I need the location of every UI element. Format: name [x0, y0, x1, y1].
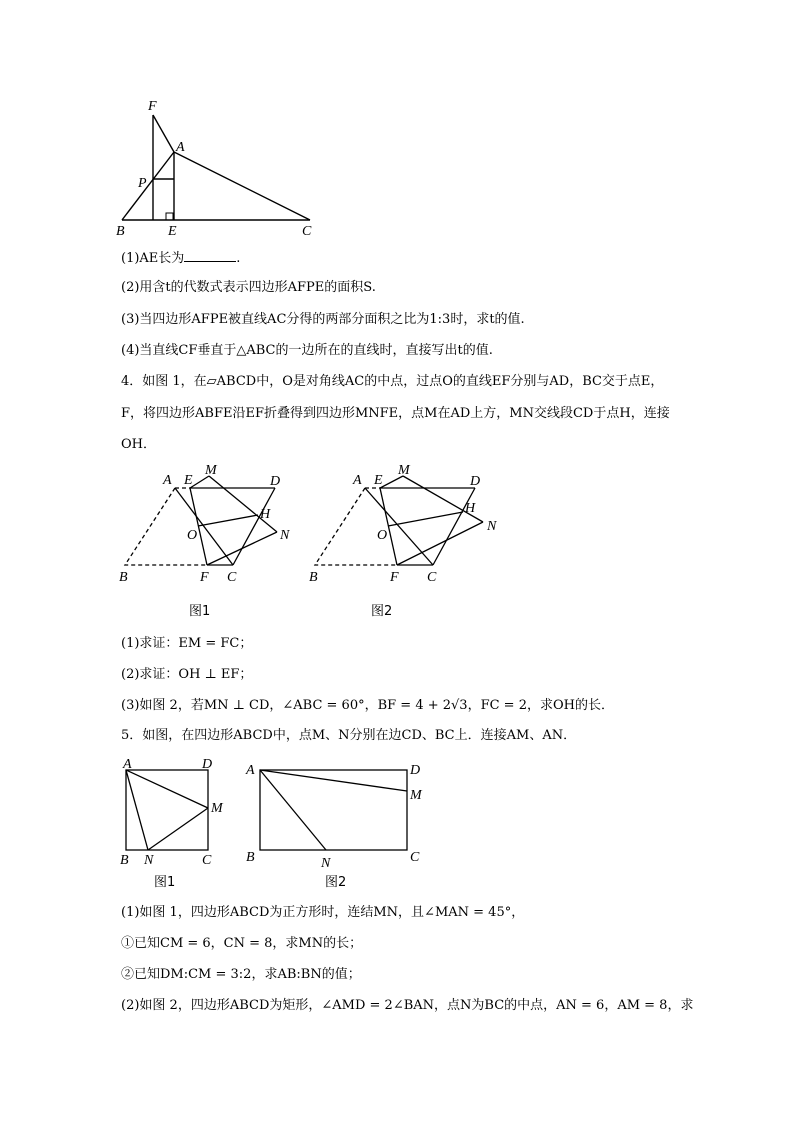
label-c: C [302, 224, 312, 239]
q3-part1-text: (1)AE长为 [121, 251, 185, 266]
segment-nf [207, 532, 277, 565]
fig2b-label-o: O [377, 528, 388, 543]
right-angle-mark [166, 213, 173, 220]
fig3-label-b: B [120, 853, 129, 868]
fig2-label-f: F [200, 570, 209, 585]
fig3-label-d: D [202, 757, 213, 772]
fig2-label-c: C [227, 570, 237, 585]
q3-part1 [121, 247, 240, 269]
figure-square-rectangle [118, 755, 438, 890]
fig3b-label-m: M [410, 788, 422, 803]
fig3b-label-c: C [410, 850, 420, 865]
q3-part2: (2)用含t的代数式表示四边形AFPE的面积S. [121, 280, 376, 295]
q4-line1: 4．如图 1，在▱ABCD中，O是对角线AC的中点，过点O的直线EF分别与AD，BC交于点E， [121, 374, 664, 389]
segment-am2 [260, 770, 407, 791]
fig2b-label-h: H [465, 501, 476, 516]
fig2b-label-n: N [487, 519, 497, 534]
fig2b-label-a: A [353, 473, 362, 488]
segment-fa [153, 115, 174, 152]
segment-an [126, 770, 148, 850]
figure-square-rectangle-svg [118, 755, 438, 890]
fig3-label-m: M [211, 801, 223, 816]
label-e: E [168, 224, 177, 239]
segment-ba [122, 152, 174, 220]
fig3b-label-d: D [410, 763, 421, 778]
segment-dc [233, 488, 275, 565]
fig3-label-a: A [123, 757, 132, 772]
fig2-label-o: O [187, 528, 198, 543]
q4-part2: (2)求证：OH ⊥ EF； [121, 667, 253, 682]
fig2-label-a: A [163, 473, 172, 488]
segment-mn [148, 808, 208, 850]
fig2-label-b: B [119, 570, 128, 585]
q5-part2: (2)如图 2，四边形ABCD为矩形，∠AMD = 2∠BAN，点N为BC的中点，AN = 6，AM = 8，求 [121, 998, 694, 1013]
fig2b-label-d: D [470, 474, 481, 489]
label-a: A [176, 140, 185, 155]
q5-part1: (1)如图 1，四边形ABCD为正方形时，连结MN，且∠MAN = 45°， [121, 905, 525, 920]
fig2-caption-1: 图1 [189, 604, 211, 619]
segment-an2 [260, 770, 326, 850]
fig2b-label-e: E [374, 473, 383, 488]
fig3b-label-n: N [321, 856, 331, 871]
fig2-caption-2: 图2 [371, 604, 393, 619]
fig2b-label-m: M [398, 463, 410, 478]
segment-ac [174, 152, 310, 220]
fig3b-label-b: B [246, 850, 255, 865]
q5-sub1: ①已知CM = 6，CN = 8，求MN的长； [121, 936, 363, 951]
fig2-left [125, 476, 277, 565]
fig2b-label-f: F [390, 570, 399, 585]
q5-line1: 5．如图，在四边形ABCD中，点M、N分别在边CD、BC上．连接AM、AN． [121, 728, 577, 743]
fig2-label-e: E [184, 473, 193, 488]
q5-sub2: ②已知DM:CM = 3:2，求AB:BN的值； [121, 967, 361, 982]
q4-part1: (1)求证：EM = FC； [121, 636, 253, 651]
square-abcd [126, 770, 208, 850]
q4-line3: OH． [121, 437, 156, 452]
figure-triangle-abc [110, 95, 330, 240]
fig3-caption-2: 图2 [325, 875, 347, 890]
fig3-label-c: C [202, 853, 212, 868]
fig3-square [126, 770, 208, 850]
q4-part3: (3)如图 2，若MN ⊥ CD，∠ABC = 60°，BF = 4 + 2√3，FC = 2，求OH的长． [121, 698, 614, 713]
q3-part3: (3)当四边形AFPE被直线AC分得的两部分面积之比为1:3时，求t的值. [121, 312, 525, 327]
dashed-abfe [125, 488, 207, 565]
fig2-label-h: H [260, 507, 271, 522]
figure-parallelogram-fold [115, 460, 515, 625]
q4-line2: F，将四边形ABFE沿EF折叠得到四边形MNFE，点M在AD上方，MN交线段CD于点H，连接 [121, 406, 670, 421]
fig3-caption-1: 图1 [154, 875, 176, 890]
fig3b-label-a: A [246, 763, 255, 778]
segment-oh [198, 515, 258, 526]
segment-am [126, 770, 208, 808]
fig2b-label-b: B [309, 570, 318, 585]
fig2-label-n: N [280, 528, 290, 543]
fig2b-label-c: C [427, 570, 437, 585]
q3-part4: (4)当直线CF垂直于△ABC的一边所在的直线时，直接写出t的值. [121, 343, 493, 358]
answer-blank[interactable] [184, 247, 236, 262]
fig3-label-n: N [144, 853, 154, 868]
fig2-right [315, 476, 483, 565]
rectangle-abcd [260, 770, 407, 850]
figure-triangle-abc-svg [110, 95, 330, 240]
label-p: P [138, 176, 147, 191]
figure-parallelogram-fold-svg [115, 460, 515, 625]
label-f: F [148, 99, 157, 114]
q3-part1-end: . [236, 251, 241, 266]
label-b: B [116, 224, 125, 239]
fig3-rectangle [260, 770, 407, 850]
fig2-label-m: M [205, 463, 217, 478]
fig2-label-d: D [270, 474, 281, 489]
